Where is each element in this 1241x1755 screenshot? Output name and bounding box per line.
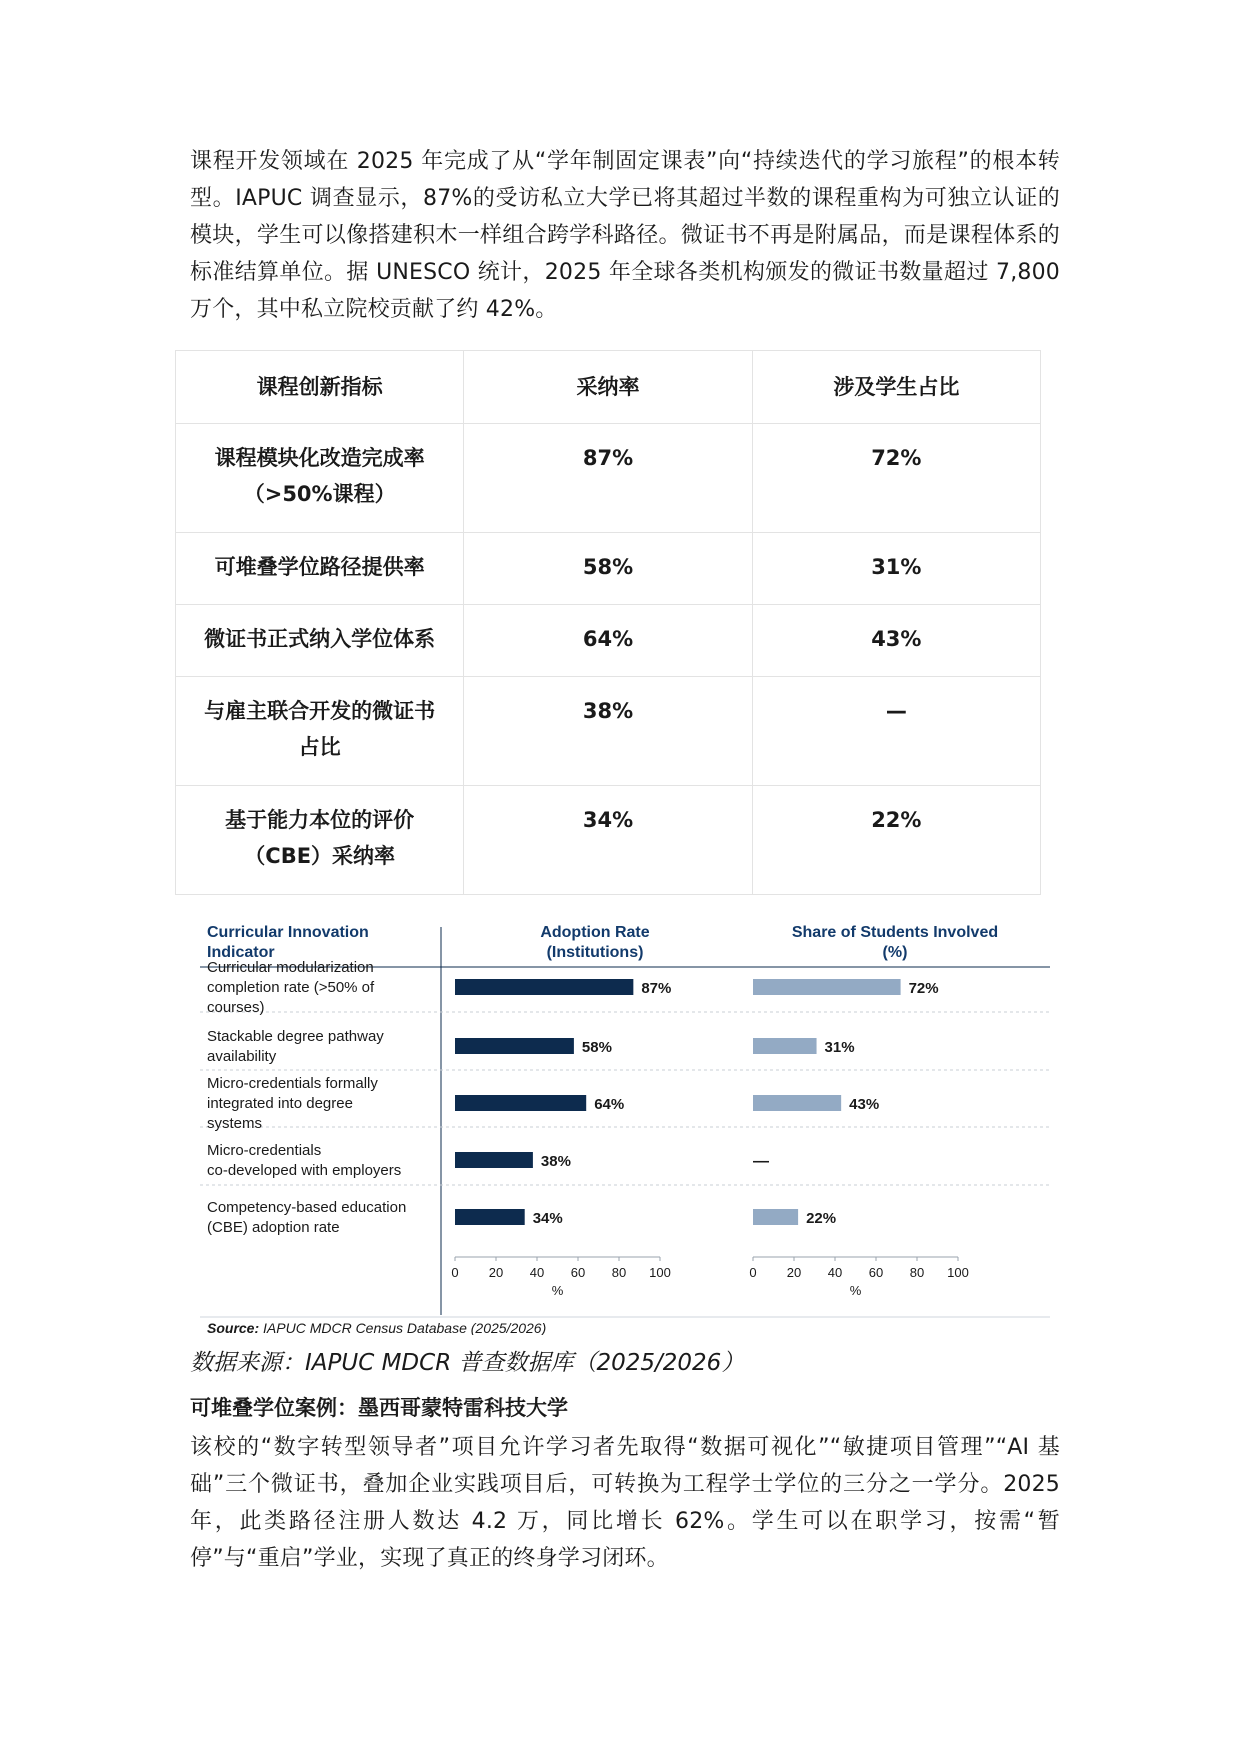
x-tick-label: 60 bbox=[868, 1265, 884, 1280]
category-label-line: Curricular modularization bbox=[207, 959, 374, 976]
data-label: — bbox=[753, 1153, 769, 1170]
table-header-cell: 涉及学生占比 bbox=[752, 351, 1040, 424]
source-note: 数据来源：IAPUC MDCR 普查数据库（2025/2026） bbox=[190, 1350, 745, 1376]
data-label: 22% bbox=[806, 1210, 837, 1227]
data-label: 64% bbox=[594, 1096, 625, 1113]
table-cell: 58% bbox=[464, 533, 752, 605]
data-label: 43% bbox=[849, 1096, 880, 1113]
bar bbox=[455, 1038, 574, 1054]
col-header-indicator bbox=[207, 924, 369, 961]
table-cell: 64% bbox=[464, 605, 752, 677]
col-header-line: Share of Students Involved bbox=[791, 924, 999, 941]
col-header bbox=[540, 924, 649, 961]
category-label-line: completion rate (>50% of bbox=[207, 979, 375, 996]
category-label bbox=[207, 1028, 384, 1065]
x-tick-label: 20 bbox=[786, 1265, 802, 1280]
table-row bbox=[176, 786, 1041, 895]
x-tick-label: 40 bbox=[827, 1265, 843, 1280]
col-header-line: (%) bbox=[882, 944, 908, 961]
x-tick-label: 80 bbox=[909, 1265, 925, 1280]
category-label-line: integrated into degree bbox=[207, 1095, 353, 1112]
col-header-indicator-line: Indicator bbox=[207, 944, 275, 961]
data-label: 58% bbox=[581, 1039, 612, 1056]
category-label-line: Stackable degree pathway bbox=[207, 1028, 384, 1045]
x-tick-label: 40 bbox=[529, 1265, 545, 1280]
table-cell: 课程模块化改造完成率（>50%课程） bbox=[176, 424, 464, 533]
case-title: 可堆叠学位案例：墨西哥蒙特雷科技大学 bbox=[190, 1396, 568, 1420]
table-row bbox=[176, 533, 1041, 605]
source-prefix: Source: bbox=[207, 1320, 260, 1335]
table-row bbox=[176, 605, 1041, 677]
category-label-line: systems bbox=[207, 1115, 263, 1132]
bar bbox=[455, 1152, 533, 1168]
x-tick-label: 60 bbox=[570, 1265, 586, 1280]
x-tick-label: 0 bbox=[749, 1265, 757, 1280]
x-tick-label: 20 bbox=[488, 1265, 504, 1280]
x-tick-label: 80 bbox=[611, 1265, 627, 1280]
intro-paragraph: 课程开发领域在 2025 年完成了从“学年制固定课表”向“持续迭代的学习旅程”的根本转型。IAPUC 调查显示，87%的受访私立大学已将其超过半数的课程重构为可独立认证的模块，学生可以像搭建积木一样组合跨学科路径。微证书不再是附属品，而是课程体系的标准结算单位。据 UNESCO 统计，2025 年全球各类机构颁发的微证书数量超过 7,800 万个，其中私立院校贡献了约 42%。 bbox=[190, 149, 1060, 322]
x-tick-label: 100 bbox=[947, 1265, 969, 1280]
table-row bbox=[176, 677, 1041, 786]
data-label: 72% bbox=[908, 980, 939, 997]
bar bbox=[753, 1095, 841, 1111]
col-header bbox=[792, 924, 998, 961]
table-cell: 与雇主联合开发的微证书占比 bbox=[176, 677, 464, 786]
table-cell: 22% bbox=[752, 786, 1040, 895]
table-header-row bbox=[176, 351, 1041, 424]
table-cell: 31% bbox=[752, 533, 1040, 605]
table-cell: 72% bbox=[752, 424, 1040, 533]
x-axis-label: % bbox=[849, 1283, 862, 1298]
table-cell: 基于能力本位的评价（CBE）采纳率 bbox=[176, 786, 464, 895]
category-label-line: Micro-credentials formally bbox=[207, 1075, 378, 1092]
col-header-line: (Institutions) bbox=[546, 944, 644, 961]
category-label-line: availability bbox=[207, 1048, 277, 1065]
table-header-cell: 课程创新指标 bbox=[176, 351, 464, 424]
table-header-cell: 采纳率 bbox=[464, 351, 752, 424]
bar bbox=[753, 1209, 798, 1225]
x-tick-label: 100 bbox=[649, 1265, 671, 1280]
category-label bbox=[207, 1142, 401, 1179]
bar bbox=[753, 1038, 817, 1054]
case-paragraph: 该校的“数字转型领导者”项目允许学习者先取得“数据可视化”“敏捷项目管理”“AI 基础”三个微证书，叠加企业实践项目后，可转换为工程学士学位的三分之一学分。2025 年，此类路径注册人数达 4.2 万，同比增长 62%。学生可以在职学习，按需“暂停”与“重启”学业，实现了真正的终身学习闭环。 bbox=[190, 1435, 1060, 1571]
category-label bbox=[207, 1075, 378, 1132]
source-text: IAPUC MDCR Census Database (2025/2026) bbox=[263, 1320, 547, 1335]
table-cell: 38% bbox=[464, 677, 752, 786]
table-cell: 87% bbox=[464, 424, 752, 533]
table-row bbox=[176, 424, 1041, 533]
col-header-indicator-line: Curricular Innovation bbox=[207, 924, 369, 941]
table-cell: 34% bbox=[464, 786, 752, 895]
category-label-line: Micro-credentials bbox=[207, 1142, 322, 1159]
category-label-line: (CBE) adoption rate bbox=[207, 1219, 340, 1236]
x-tick-label: 0 bbox=[451, 1265, 459, 1280]
data-label: 38% bbox=[540, 1153, 571, 1170]
bar bbox=[455, 1095, 586, 1111]
category-label-line: Competency-based education bbox=[207, 1199, 407, 1216]
bar bbox=[455, 1209, 525, 1225]
table-cell: 微证书正式纳入学位体系 bbox=[176, 605, 464, 677]
table-cell: — bbox=[752, 677, 1040, 786]
col-header-line: Adoption Rate bbox=[540, 924, 650, 941]
source-label bbox=[207, 1320, 546, 1335]
category-label-line: courses) bbox=[207, 999, 265, 1016]
table-cell: 可堆叠学位路径提供率 bbox=[176, 533, 464, 605]
category-label bbox=[207, 1199, 406, 1236]
innovation-table bbox=[175, 350, 1041, 895]
category-label-line: co-developed with employers bbox=[207, 1162, 402, 1179]
bar bbox=[455, 979, 633, 995]
table-cell: 43% bbox=[752, 605, 1040, 677]
innovation-bar-chart bbox=[190, 915, 1050, 1335]
x-axis-label: % bbox=[551, 1283, 564, 1298]
data-label: 31% bbox=[824, 1039, 855, 1056]
data-label: 87% bbox=[641, 980, 672, 997]
data-label: 34% bbox=[532, 1210, 563, 1227]
bar bbox=[753, 979, 901, 995]
category-label bbox=[207, 959, 375, 1016]
